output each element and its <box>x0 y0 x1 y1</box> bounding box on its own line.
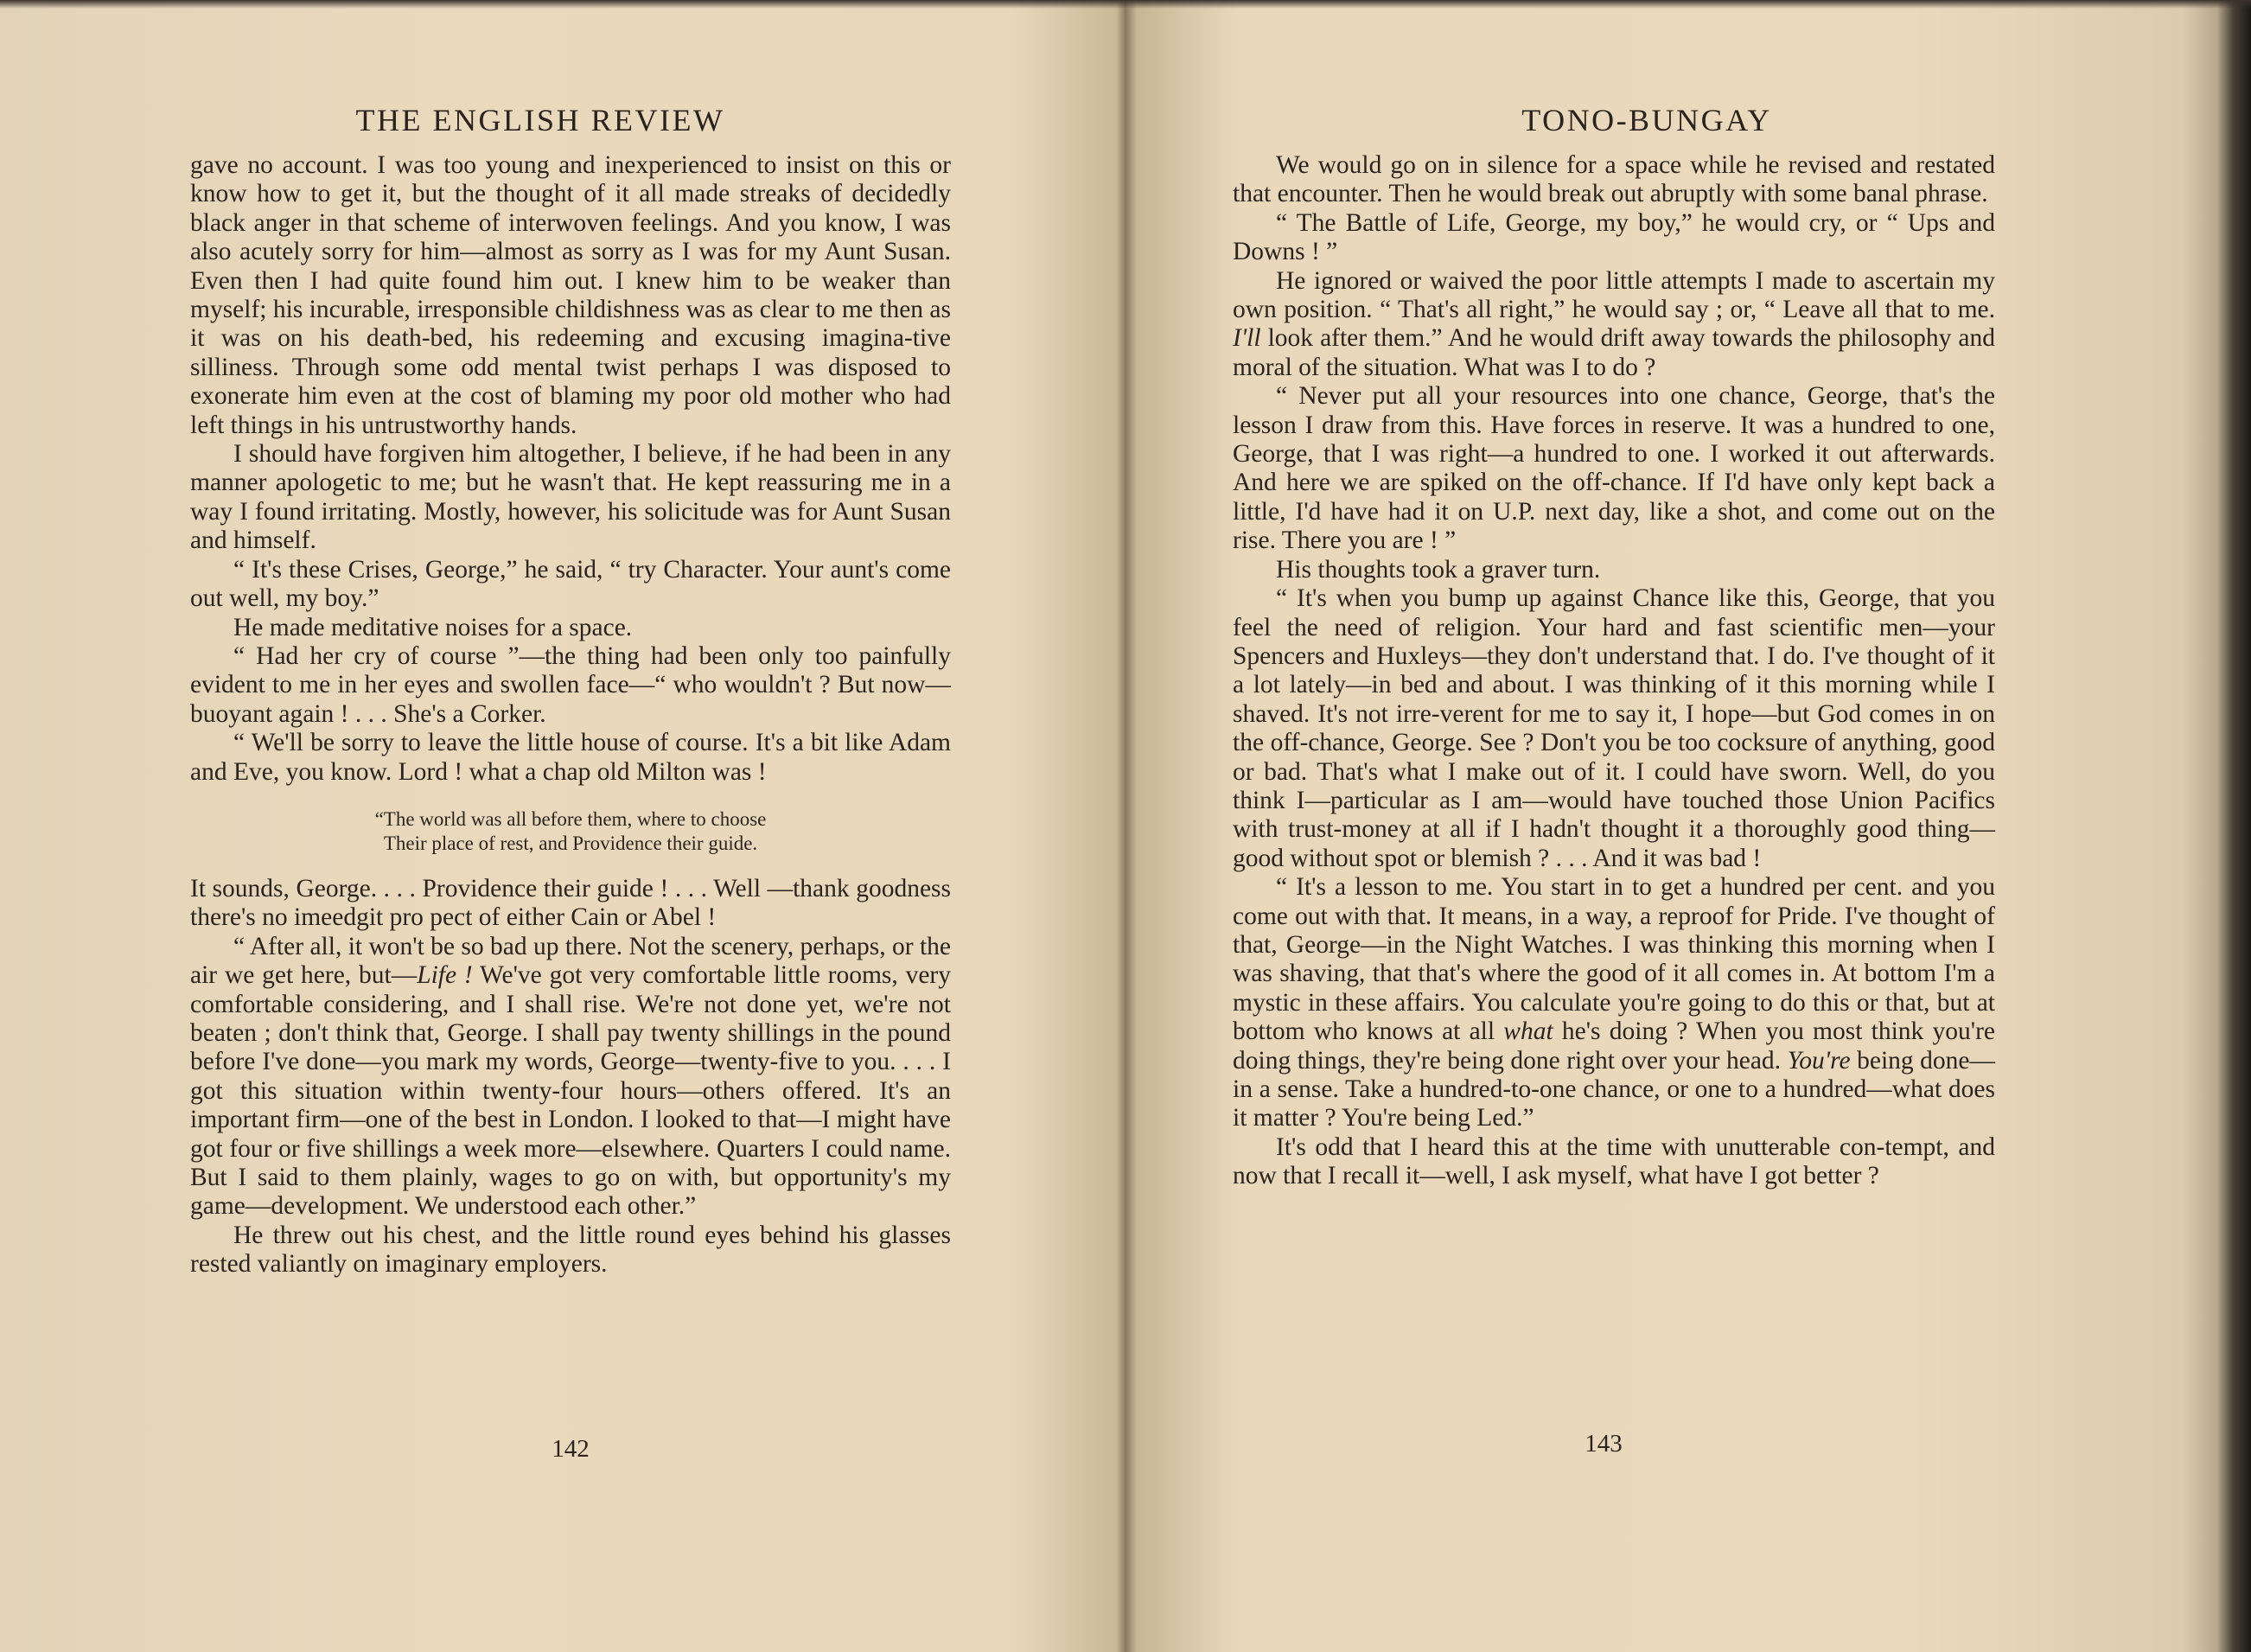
paragraph: “ Never put all your resources into one chance, George, that's the lesson I draw from this. Have forces in reserve. It was a hundred to one, George, that I was right—a hundred to one. I worked it out afterwards. And here we are spiked on the off-chance. If I'd have only kept back a little, I'd have had it on U.P. next day, like a shot, and come out on the rise. There you are ! ” <box>1233 382 1995 555</box>
paragraph <box>190 933 951 1221</box>
paragraph: He made meditative noises for a space. <box>233 613 633 641</box>
paragraph: “ We'll be sorry to leave the little house of course. It's a bit like Adam and Eve, you know. Lord ! what a chap old Milton was ! <box>190 729 951 786</box>
right-running-head: TONO-BUNGAY <box>1521 103 1772 137</box>
paragraph: “ The Battle of Life, George, my boy,” he would cry, or “ Ups and Downs ! ” <box>1233 208 1995 266</box>
italic-text: You're <box>1787 1046 1851 1075</box>
left-text-block <box>190 151 951 1279</box>
paragraph-text: “ It's a lesson to me. You start in to get a hundred per cent. and you come out with that. It means, in a way, a reproof for Pride. I've thought of that, George—in the Night Watches. I was thinking this morning when I was shaving, that that's where the good of it all comes in. At bottom I'm a mystic in these affairs. You calculate you're going to do this or that, but at bottom who knows at all <box>1233 873 1995 1046</box>
paragraph-text: “ After all, it won't be so bad up there. Not the scenery, perhaps, or the air we get here, but— <box>190 932 951 990</box>
paragraph: gave no account. I was too young and inexperienced to insist on this or know how to get it, but the thought of it all made streaks of decidedly black anger in that scheme of interwoven feelings. And you know, I was also acutely sorry for him—almost as sorry as I was for my Aunt Susan. Even then I had quite found him out. I knew him to be weaker than myself; his incurable, irresponsible childishness was as clear to me then as it was on his death-bed, his redeeming and excusing imagina-tive silliness. Through some odd mental twist perhaps I was disposed to exonerate him even at the cost of blaming my poor old mother who had left things in his untrustworthy hands. <box>190 151 951 439</box>
verse-line: Their place of rest, and Providence their guide. <box>383 832 758 854</box>
paragraph: “ It's when you bump up against Chance like this, George, that you feel the need of religion. Your hard and fast scientific men—your Spencers and Huxleys—they don't understand that. I do. I've thought of it a lot lately—in bed and about. I was thinking of it this morning while I shaved. It's not irre-verent for me to say it, I hope—but God comes in on the off-chance, George. See ? Don't you be too cocksure of anything, good or bad. That's what I make out of it. I could have sworn. Well, do you think I—particular as I am—would have touched those Union Pacifics with trust-money at all if I hadn't thought it a thoroughly good thing—good without spot or blemish ? . . . And it was bad ! <box>1233 584 1995 872</box>
paragraph-text: look after them.” And he would drift away towards the philosophy and moral of the situation. What was I to do ? <box>1233 324 1995 381</box>
paragraph: “ It's these Crises, George,” he said, “ try Character. Your aunt's come out well, my boy.” <box>190 555 951 613</box>
paragraph-text: he's doing ? When you most think you're doing things, they're being done right over your head. <box>1233 1017 1995 1075</box>
right-page <box>1102 0 2226 1652</box>
right-text-block <box>1233 151 1995 1191</box>
left-running-head: THE ENGLISH REVIEW <box>355 103 725 137</box>
paragraph-text: We've got very comfortable little rooms, very comfortable considering, and I shall rise. We're not done yet, we're not beaten ; don't think that, George. I shall pay twenty shillings in the pound before I've done—you mark my words, George—twenty-five to you. . . . I got this situation within twenty-four hours—others offered. It's an important firm—one of the best in London. I looked to that—I might have got four or five shillings a week more—elsewhere. Quarters I could name. But I said to them plainly, wages to go on with, but opportunity's my game—development. We understood each other.” <box>190 961 951 1221</box>
verse-line: “The world was all before them, where to choose <box>374 807 767 830</box>
paragraph: It's odd that I heard this at the time with unutterable con-tempt, and now that I recall it—well, I ask myself, what have I got better ? <box>1233 1132 1995 1190</box>
paragraph: “ Had her cry of course ”—the thing had been only too painfully evident to me in her eyes and swollen face—“ who wouldn't ? But now—buoyant again ! . . . She's a Corker. <box>190 641 951 728</box>
paragraph: I should have forgiven him altogether, I believe, if he had been in any manner apologetic to me; but he wasn't that. He kept reassuring me in a way I found irritating. Mostly, however, his solicitude was for Aunt Susan and himself. <box>190 440 951 555</box>
paragraph-text: being done—in a sense. Take a hundred-to-one chance, or one to a hundred—what does it matter ? You're being Led.” <box>1233 1046 1996 1132</box>
right-page-number: 143 <box>1585 1430 1623 1457</box>
verse-quotation <box>190 807 951 856</box>
paragraph: We would go on in silence for a space while he revised and restated that encounter. Then he would break out abruptly with some banal phrase. <box>1233 151 1995 208</box>
paragraph: His thoughts took a graver turn. <box>1276 555 1601 584</box>
italic-text: I'll <box>1233 324 1261 353</box>
paragraph: It sounds, George. . . . Providence their guide ! . . . Well —thank goodness there's no imeedgit pro pect of either Cain or Abel ! <box>190 874 951 932</box>
left-page <box>0 0 1094 1652</box>
paragraph: He threw out his chest, and the little round eyes behind his glasses rested valiantly on imaginary employers. <box>190 1221 951 1279</box>
paragraph <box>1233 267 1995 383</box>
italic-text: Life ! <box>417 961 473 990</box>
paragraph <box>1233 873 1995 1133</box>
paragraph-text: He ignored or waived the poor little attempts I made to ascertain my own position. “ That's all right,” he would say ; or, “ Leave all that to me. <box>1233 266 1995 324</box>
italic-text: what <box>1503 1017 1553 1046</box>
left-page-number: 142 <box>552 1435 590 1463</box>
